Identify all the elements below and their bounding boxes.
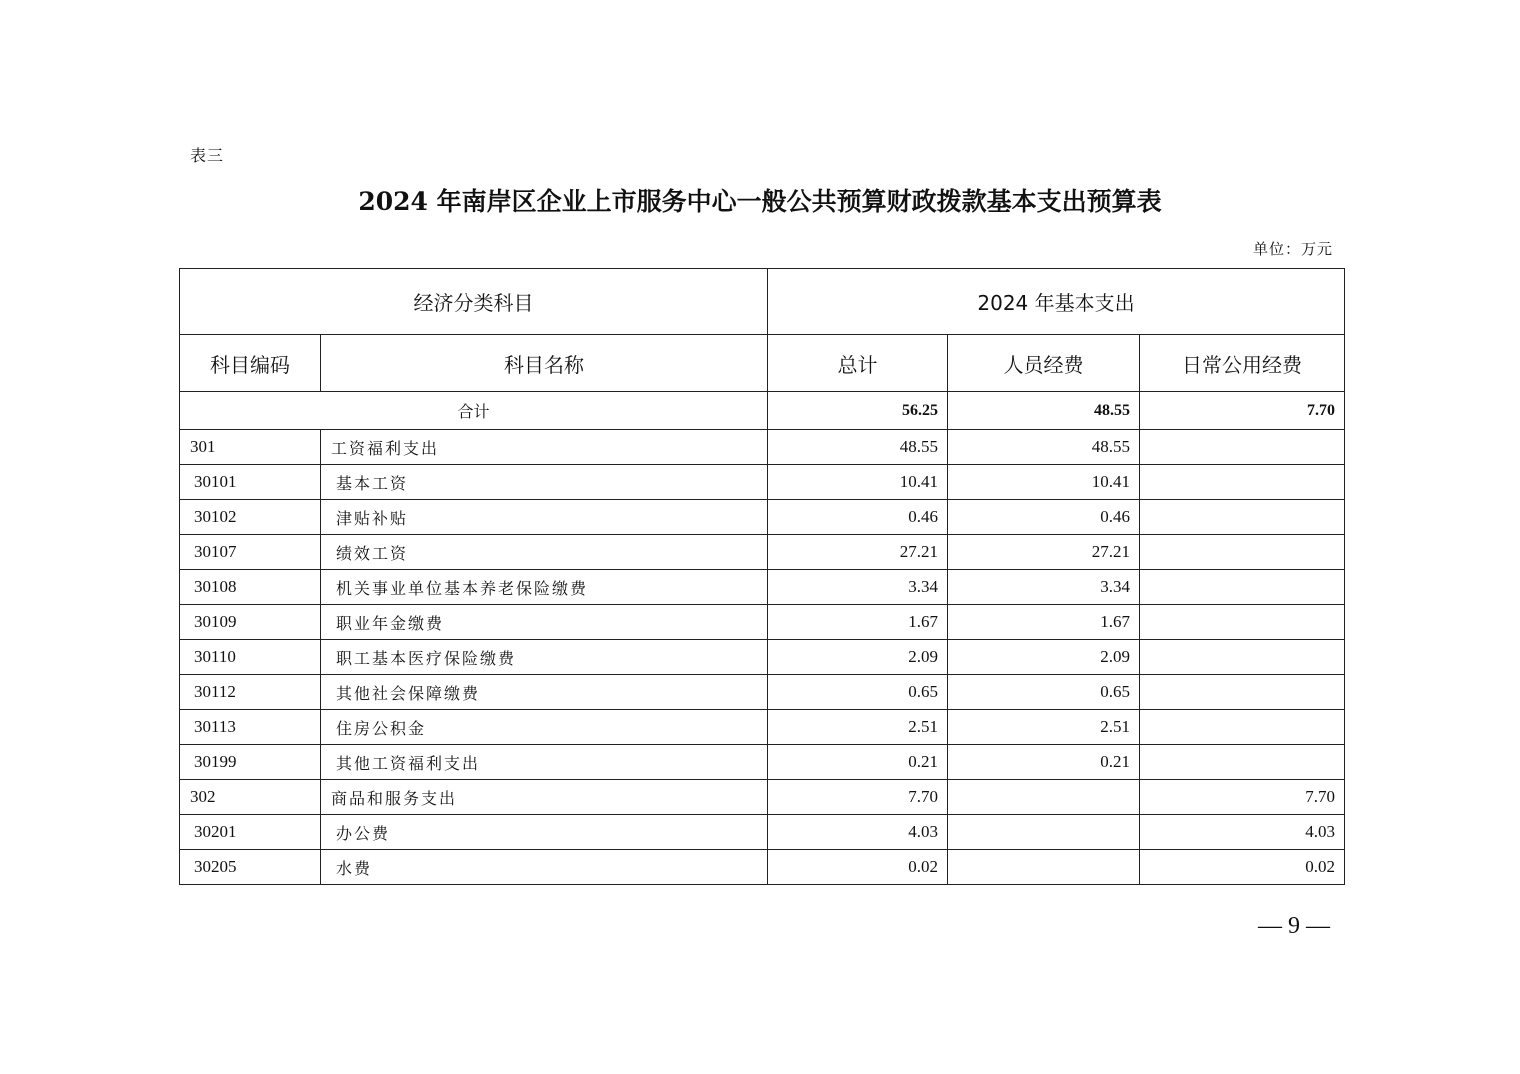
cell-code: 30199 <box>180 745 321 780</box>
cell-personnel: 27.21 <box>948 535 1140 570</box>
total-sum: 56.25 <box>768 392 948 430</box>
cell-public <box>1140 535 1345 570</box>
table-row <box>180 465 1345 500</box>
cell-total: 27.21 <box>768 535 948 570</box>
cell-code: 30110 <box>180 640 321 675</box>
cell-total: 7.70 <box>768 780 948 815</box>
cell-public <box>1140 430 1345 465</box>
cell-personnel: 2.09 <box>948 640 1140 675</box>
cell-total: 3.34 <box>768 570 948 605</box>
cell-public <box>1140 570 1345 605</box>
column-header-total: 总计 <box>768 335 948 392</box>
total-label: 合计 <box>180 392 768 430</box>
cell-personnel: 10.41 <box>948 465 1140 500</box>
table-row <box>180 605 1345 640</box>
cell-personnel: 3.34 <box>948 570 1140 605</box>
cell-name: 商品和服务支出 <box>321 780 768 815</box>
cell-total: 0.21 <box>768 745 948 780</box>
total-row <box>180 392 1345 430</box>
cell-public <box>1140 500 1345 535</box>
table-row <box>180 500 1345 535</box>
cell-public <box>1140 465 1345 500</box>
table-row <box>180 535 1345 570</box>
cell-code: 30108 <box>180 570 321 605</box>
cell-personnel: 0.46 <box>948 500 1140 535</box>
cell-code: 30201 <box>180 815 321 850</box>
page-number: — 9 — <box>1258 913 1330 939</box>
cell-total: 10.41 <box>768 465 948 500</box>
table-row <box>180 640 1345 675</box>
cell-name: 其他社会保障缴费 <box>321 675 768 710</box>
cell-total: 0.02 <box>768 850 948 885</box>
cell-personnel: 1.67 <box>948 605 1140 640</box>
table-row <box>180 430 1345 465</box>
cell-total: 2.09 <box>768 640 948 675</box>
cell-total: 48.55 <box>768 430 948 465</box>
cell-name: 水费 <box>321 850 768 885</box>
cell-code: 30107 <box>180 535 321 570</box>
cell-name: 绩效工资 <box>321 535 768 570</box>
cell-name: 其他工资福利支出 <box>321 745 768 780</box>
cell-name: 住房公积金 <box>321 710 768 745</box>
cell-code: 30109 <box>180 605 321 640</box>
group-header-row <box>180 269 1345 335</box>
cell-total: 1.67 <box>768 605 948 640</box>
cell-total: 2.51 <box>768 710 948 745</box>
cell-name: 津贴补贴 <box>321 500 768 535</box>
cell-personnel: 0.21 <box>948 745 1140 780</box>
document-title: 2024 年南岸区企业上市服务中心一般公共预算财政拨款基本支出预算表 <box>358 187 1162 216</box>
cell-code: 301 <box>180 430 321 465</box>
total-personnel: 48.55 <box>948 392 1140 430</box>
cell-public <box>1140 745 1345 780</box>
cell-name: 机关事业单位基本养老保险缴费 <box>321 570 768 605</box>
group-header-economic: 经济分类科目 <box>180 269 768 335</box>
cell-total: 4.03 <box>768 815 948 850</box>
budget-table <box>179 268 1345 885</box>
cell-name: 职业年金缴费 <box>321 605 768 640</box>
column-header-row <box>180 335 1345 392</box>
cell-name: 办公费 <box>321 815 768 850</box>
cell-personnel <box>948 850 1140 885</box>
cell-code: 302 <box>180 780 321 815</box>
table-row <box>180 570 1345 605</box>
cell-public: 7.70 <box>1140 780 1345 815</box>
table-row <box>180 745 1345 780</box>
cell-public <box>1140 675 1345 710</box>
cell-total: 0.65 <box>768 675 948 710</box>
cell-personnel: 0.65 <box>948 675 1140 710</box>
cell-public <box>1140 640 1345 675</box>
cell-personnel: 48.55 <box>948 430 1140 465</box>
column-header-personnel: 人员经费 <box>948 335 1140 392</box>
column-header-public: 日常公用经费 <box>1140 335 1345 392</box>
cell-code: 30101 <box>180 465 321 500</box>
cell-code: 30112 <box>180 675 321 710</box>
column-header-code: 科目编码 <box>180 335 321 392</box>
cell-public: 0.02 <box>1140 850 1345 885</box>
cell-name: 工资福利支出 <box>321 430 768 465</box>
table-label: 表三 <box>190 146 225 165</box>
cell-public: 4.03 <box>1140 815 1345 850</box>
cell-name: 基本工资 <box>321 465 768 500</box>
cell-name: 职工基本医疗保险缴费 <box>321 640 768 675</box>
total-public: 7.70 <box>1140 392 1345 430</box>
table-row <box>180 675 1345 710</box>
unit-label: 单位：万元 <box>1252 240 1333 258</box>
cell-code: 30113 <box>180 710 321 745</box>
cell-public <box>1140 710 1345 745</box>
table-row <box>180 815 1345 850</box>
table-row <box>180 710 1345 745</box>
cell-personnel <box>948 815 1140 850</box>
cell-total: 0.46 <box>768 500 948 535</box>
cell-public <box>1140 605 1345 640</box>
column-header-name: 科目名称 <box>321 335 768 392</box>
cell-personnel <box>948 780 1140 815</box>
table-row <box>180 850 1345 885</box>
cell-personnel: 2.51 <box>948 710 1140 745</box>
table-row <box>180 780 1345 815</box>
cell-code: 30102 <box>180 500 321 535</box>
cell-code: 30205 <box>180 850 321 885</box>
group-header-basic-expenditure: 2024 年基本支出 <box>768 269 1345 335</box>
